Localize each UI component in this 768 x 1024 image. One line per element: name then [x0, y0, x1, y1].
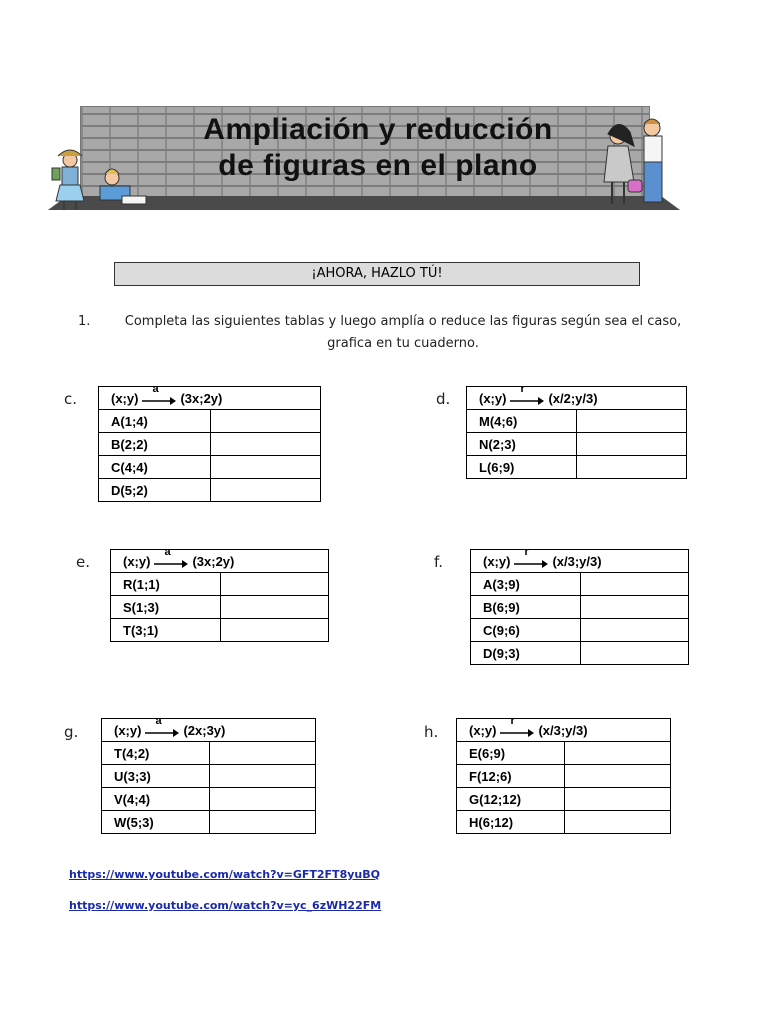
rule-image: (3x;2y) — [192, 553, 235, 569]
point-cell: A(1;4) — [99, 410, 211, 433]
answer-cell[interactable] — [210, 765, 316, 788]
point-cell: T(3;1) — [111, 619, 221, 642]
rule-image: (3x;2y) — [180, 390, 223, 406]
table-row — [471, 573, 689, 596]
point-cell: B(2;2) — [99, 433, 211, 456]
answer-cell[interactable] — [221, 596, 329, 619]
point-cell: S(1;3) — [111, 596, 221, 619]
rule-operator: r — [524, 546, 529, 559]
table-row — [99, 479, 321, 502]
point-cell: T(4;2) — [102, 742, 210, 765]
transformation-table — [101, 715, 316, 834]
answer-cell[interactable] — [210, 788, 316, 811]
table-header-row — [471, 550, 689, 573]
table-header-row — [99, 387, 321, 410]
table-row — [467, 410, 687, 433]
title-line-2: de figuras en el plano — [218, 149, 538, 182]
table-row — [457, 811, 671, 834]
point-cell: C(4;4) — [99, 456, 211, 479]
answer-cell[interactable] — [581, 642, 689, 665]
answer-cell[interactable] — [221, 619, 329, 642]
answer-cell[interactable] — [211, 479, 321, 502]
table-header-row — [102, 719, 316, 742]
table-row — [111, 573, 329, 596]
point-cell: M(4;6) — [467, 410, 577, 433]
transformation-rule — [99, 383, 321, 410]
transformation-table — [98, 383, 321, 502]
rule-domain: (x;y) — [114, 722, 142, 738]
rule-operator: r — [510, 715, 515, 728]
answer-cell[interactable] — [565, 765, 671, 788]
point-cell: V(4;4) — [102, 788, 210, 811]
table-row — [457, 765, 671, 788]
point-cell: G(12;12) — [457, 788, 565, 811]
table-row — [102, 788, 316, 811]
answer-cell[interactable] — [565, 811, 671, 834]
transformation-rule — [467, 383, 687, 410]
answer-cell[interactable] — [211, 433, 321, 456]
exercise-label: g. — [64, 723, 79, 741]
rule-domain: (x;y) — [469, 722, 497, 738]
rule-operator: a — [152, 383, 159, 396]
transformation-rule — [457, 715, 671, 742]
instruction-text: Completa las siguientes tablas y luego amplía o reduce las figuras según sea el caso, grafica en tu cuaderno. — [124, 314, 682, 351]
point-cell: C(9;6) — [471, 619, 581, 642]
transformation-table — [466, 383, 687, 479]
point-cell: D(9;3) — [471, 642, 581, 665]
answer-cell[interactable] — [577, 410, 687, 433]
rule-domain: (x;y) — [123, 553, 151, 569]
point-cell: B(6;9) — [471, 596, 581, 619]
video-link-2[interactable]: https://www.youtube.com/watch?v=yc_6zWH22FM — [69, 899, 382, 912]
answer-cell[interactable] — [211, 456, 321, 479]
arrow-icon — [510, 383, 544, 405]
table-row — [467, 433, 687, 456]
table-row — [467, 456, 687, 479]
answer-cell[interactable] — [565, 742, 671, 765]
table-row — [102, 742, 316, 765]
answer-cell[interactable] — [565, 788, 671, 811]
point-cell: R(1;1) — [111, 573, 221, 596]
point-cell: W(5;3) — [102, 811, 210, 834]
table-row — [102, 765, 316, 788]
table-row — [111, 596, 329, 619]
exercise-label: d. — [436, 390, 451, 408]
table-header-row — [111, 550, 329, 573]
instruction-number: 1. — [78, 314, 91, 329]
rule-image: (x/3;y/3) — [552, 553, 602, 569]
answer-cell[interactable] — [211, 410, 321, 433]
section-title-box: ¡AHORA, HAZLO TÚ! — [114, 262, 640, 286]
table-header-row — [467, 387, 687, 410]
rule-image: (x/2;y/3) — [548, 390, 598, 406]
answer-cell[interactable] — [581, 573, 689, 596]
arrow-icon — [145, 715, 179, 737]
point-cell: A(3;9) — [471, 573, 581, 596]
exercise-label: h. — [424, 723, 439, 741]
arrow-icon — [514, 546, 548, 568]
rule-domain: (x;y) — [483, 553, 511, 569]
rule-operator: a — [164, 546, 171, 559]
transformation-table — [456, 715, 671, 834]
point-cell: F(12;6) — [457, 765, 565, 788]
table-header-row — [457, 719, 671, 742]
arrow-icon — [154, 546, 188, 568]
transformation-table — [110, 546, 329, 642]
rule-image: (x/3;y/3) — [538, 722, 588, 738]
answer-cell[interactable] — [221, 573, 329, 596]
point-cell: U(3;3) — [102, 765, 210, 788]
transformation-rule — [102, 715, 316, 742]
point-cell: H(6;12) — [457, 811, 565, 834]
exercise-label: e. — [76, 553, 90, 571]
video-link-1[interactable]: https://www.youtube.com/watch?v=GFT2FT8yuBQ — [69, 868, 380, 881]
answer-cell[interactable] — [577, 433, 687, 456]
answer-cell[interactable] — [210, 742, 316, 765]
exercise-label: c. — [64, 390, 78, 408]
instruction — [78, 311, 698, 355]
arrow-icon — [500, 715, 534, 737]
transformation-table — [470, 546, 689, 665]
answer-cell[interactable] — [577, 456, 687, 479]
transformation-rule — [111, 546, 329, 573]
table-row — [99, 433, 321, 456]
point-cell: D(5;2) — [99, 479, 211, 502]
answer-cell[interactable] — [581, 619, 689, 642]
transformation-rule — [471, 546, 689, 573]
rule-operator: r — [520, 383, 525, 396]
table-row — [102, 811, 316, 834]
rule-domain: (x;y) — [111, 390, 139, 406]
point-cell: L(6;9) — [467, 456, 577, 479]
children-standing-illustration — [588, 116, 680, 210]
table-row — [471, 642, 689, 665]
table-row — [471, 619, 689, 642]
point-cell: E(6;9) — [457, 742, 565, 765]
page-title — [108, 112, 648, 184]
answer-cell[interactable] — [210, 811, 316, 834]
rule-domain: (x;y) — [479, 390, 507, 406]
rule-image: (2x;3y) — [183, 722, 226, 738]
rule-operator: a — [155, 715, 162, 728]
header-banner — [48, 104, 680, 212]
table-row — [99, 456, 321, 479]
answer-cell[interactable] — [581, 596, 689, 619]
table-row — [111, 619, 329, 642]
table-row — [457, 742, 671, 765]
table-row — [471, 596, 689, 619]
table-row — [99, 410, 321, 433]
table-row — [457, 788, 671, 811]
children-reading-illustration — [50, 148, 150, 212]
title-line-1: Ampliación y reducción — [203, 113, 553, 146]
exercise-label: f. — [434, 553, 443, 571]
point-cell: N(2;3) — [467, 433, 577, 456]
arrow-icon — [142, 383, 176, 405]
